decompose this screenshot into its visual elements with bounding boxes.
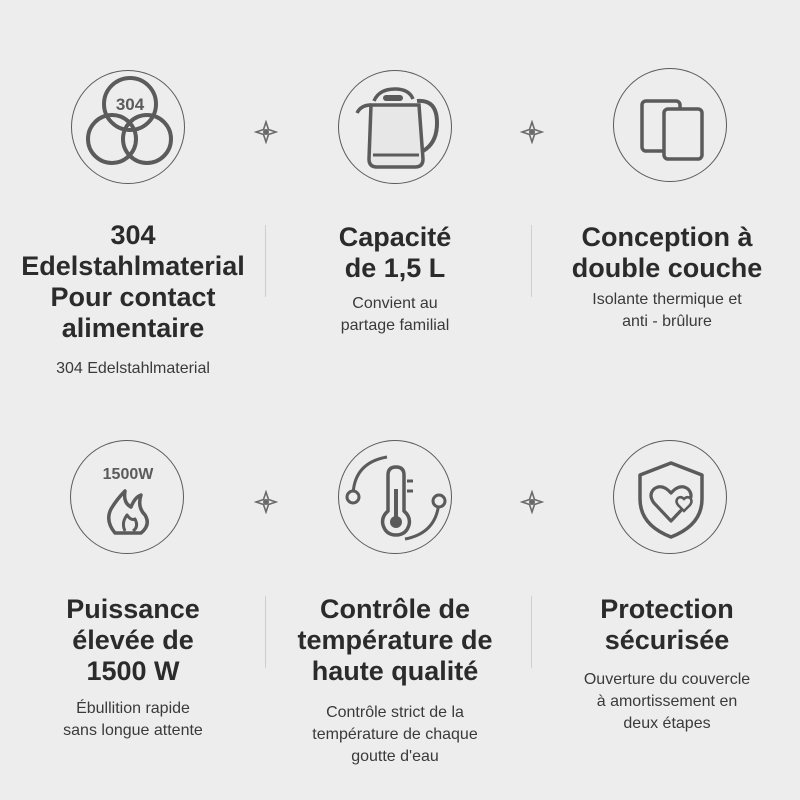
feature-subtitle: Contrôle strict de la température de chaque goutte d'eau xyxy=(312,704,478,765)
icon-circle xyxy=(70,440,184,554)
steel-circles-icon xyxy=(72,71,186,185)
feature-title: Capacité de 1,5 L xyxy=(338,222,452,283)
feature-title: 304 Edelstahlmaterial Pour contact alimentaire xyxy=(21,220,245,343)
feature-title: Protection sécurisée xyxy=(600,594,734,655)
kettle-icon xyxy=(339,71,453,185)
feature-subtitle: Ouverture du couvercle à amortissement en deux étapes xyxy=(583,671,751,732)
feature-title: Contrôle de température de haute qualité xyxy=(297,594,493,686)
shield-heart-icon xyxy=(614,441,728,555)
icon-circle xyxy=(338,440,452,554)
feature-title: Puissance élevée de 1500 W xyxy=(66,594,200,686)
feature-subtitle: Convient au partage familial xyxy=(340,295,450,334)
feature-subtitle: Ébullition rapide sans longue attente xyxy=(63,700,203,739)
feature-double-layer xyxy=(534,0,800,400)
feature-capacity xyxy=(262,0,528,400)
column-divider xyxy=(531,596,532,668)
feature-title: Conception à double couche xyxy=(571,222,763,283)
icon-circle xyxy=(71,70,185,184)
feature-subtitle: 304 Edelstahlmaterial xyxy=(56,360,210,377)
feature-subtitle: Isolante thermique et anti - brûlure xyxy=(592,291,742,330)
icon-circle xyxy=(613,68,727,182)
column-divider xyxy=(531,225,532,297)
icon-circle xyxy=(338,70,452,184)
thermometer-icon xyxy=(339,441,453,555)
feature-safety xyxy=(534,400,800,800)
svg-text:1500W: 1500W xyxy=(102,466,154,483)
feature-temperature xyxy=(262,400,528,800)
double-layer-icon xyxy=(614,69,728,183)
feature-power xyxy=(0,400,266,800)
flame-icon xyxy=(71,441,185,555)
icon-circle xyxy=(613,440,727,554)
feature-stainless-steel xyxy=(0,0,266,400)
svg-text:304: 304 xyxy=(115,95,145,114)
